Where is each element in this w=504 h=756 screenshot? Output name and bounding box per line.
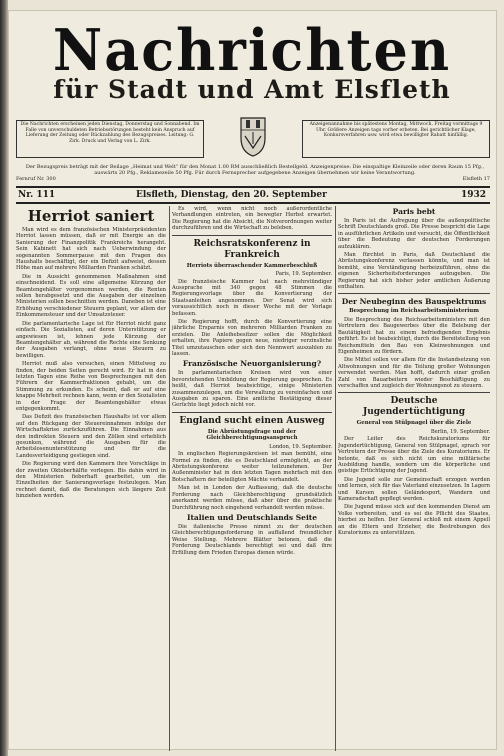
article-headline: Deutsche Jugendertüchtigung: [362, 396, 466, 418]
postal-code: Elsfleth 17: [462, 176, 490, 182]
article-subheadline: Die Abrüstungsfrage und der Gleichberechtigungsanspruch: [206, 428, 298, 442]
article-paragraph: In Paris ist die Aufregung über die außenpolitische Schrift Deutschlands groß. Die Presse bespricht die Lage in ausführlichen Artikeln und versucht, die Öffentlichkeit über die Bedeutung der deutschen Forderungen aufzuklären.: [338, 218, 490, 250]
article-headline: Italien und Deutschlands Seite: [186, 512, 318, 522]
issue-date: Elsfleth, Dienstag, den 20. September: [136, 190, 327, 200]
article-paragraph: Die Mittel sollen vor allem für die Instandsetzung von Altwohnungen und für die Teilung großer Wohnungen verwendet werden. Man hofft, dadurch einer großen Zahl von Bauarbeitern wieder Beschäftigung zu verschaffen und zugleich der Wohnungsnot zu steuern.: [338, 357, 490, 390]
article-headline: Französische Neuorganisierung?: [182, 359, 322, 369]
newspaper-page: [8, 10, 497, 750]
article-paragraph: Die Jugend solle zur Gemeinschaft erzogen werden und lernen, sich für das Vaterland einzusetzen. In Lagern und Kursen sollen Geländesport, Wandern und Kameradschaft gepflegt werden.: [338, 476, 490, 502]
article-paragraph: Die parlamentarische Lage ist für Herriot nicht ganz einfach. Die Sozialisten, auf deren Unterstützung er angewiesen ist, lehnen jede Kürzung der Beamtengehälter ab, während die Rechte eine Senkung der Ausgaben verlangt, ohne neue Steuern zu bewilligen.: [16, 320, 166, 359]
column-3: [338, 206, 490, 751]
article-paragraph: Die Besprechung des Reichsarbeitsministers mit den Vertretern des Baugewerbes über die Belebung der Bautätigkeit hat zu einem befriedigenden Ergebnis geführt. Es ist beabsichtigt, durch die Bereitstellung von Reichsmitteln den Bau von Kleinwohnungen und Eigenheimen zu fördern.: [338, 316, 490, 355]
elsfleth-coat-of-arms-icon: [238, 114, 268, 158]
masthead-subtitle: für Stadt und Amt Elsfleth: [53, 75, 451, 104]
advertising-notice: Anzeigenannahme bis spätestens Montag, Mittwoch, Freitag vormittags 9 Uhr. Größere Anzeigen tags vorher erbeten. Bei gerichtlicher Klage, Konkursverfahren usw. wird etwa bewilligter Rabatt hinfällig.: [302, 120, 490, 158]
article-dateline: London, 19. September.: [269, 443, 332, 450]
article-paragraph: Die italienische Presse nimmt zu der deutschen Gleichberechtigungsforderung in auffallend freundlicher Weise Stellung. Mehrere Blätter betonen, daß die Forderung Deutschlands berechtigt sei und daß ihre Erfüllung dem Frieden Europas dienen würde.: [172, 523, 332, 556]
article-paragraph: Das Defizit des französischen Haushalts ist vor allem auf den Rückgang der Steuereinnahmen infolge der Wirtschaftskrise zurückzuführen. Die Einnahmen aus den indirekten Steuern und den Zöllen sind erheblich gesunken, während die Ausgaben für die Arbeitslosenunterstützung und für die Landesverteidigung gestiegen sind.: [16, 414, 166, 459]
column-2: [172, 206, 332, 751]
divider: [338, 293, 490, 294]
column-1: [16, 206, 166, 751]
notice-row: [16, 120, 490, 160]
meta-row: [16, 176, 490, 184]
phone-number: Fernruf Nr. 300: [16, 176, 56, 182]
issue-year: 1932: [460, 190, 486, 200]
divider: [172, 235, 332, 236]
column-rule: [169, 206, 170, 751]
divider: [338, 392, 490, 393]
article-subheadline: General von Stülpnagel über die Ziele: [356, 420, 472, 427]
article-paragraph: Der Leiter des Reichskuratoriums für Jugendertüchtigung, General von Stülpnagel, sprach vor Vertretern der Presse über die Ziele des Kuratoriums. Er betonte, daß es sich nicht um eine militärische Ausbildung handle, sondern um die körperliche und geistige Ertüchtigung der Jugend.: [338, 436, 490, 475]
article-dateline: Berlin, 19. September.: [430, 428, 490, 435]
publication-notice: Die Nachrichten erscheinen jeden Dienstag, Donnerstag und Sonnabend. Im Falle von unverschuldeten Betriebsstörungen besteht kein Anspruch auf Lieferung der Zeitung oder Rückzahlung des Bezugspreises. Leitung: G. Zirk. Druck und Verlag von L. Zirk.: [16, 120, 204, 158]
article-paragraph: Die Jugend müsse sich auf den kommenden Dienst am Volke vorbereiten, und es sei die Pflicht des Staates, hierbei zu helfen. Der General schloß mit einem Appell an die Eltern und Erzieher, die Bestrebungen des Kuratoriums zu unterstützen.: [338, 504, 490, 537]
article-paragraph: Die Regierung wird den Kammern ihre Vorschläge in der zweiten Oktoberhälfte vorlegen. Bis dahin wird in den Ministerien fieberhaft gearbeitet, um die Einzelheiten der Sanierungsvorlage festzulegen. Man rechnet damit, daß die Beratungen sich längere Zeit hinziehen werden.: [16, 461, 166, 500]
article-headline: Der Neubeginn des Bauspektrums: [341, 297, 487, 307]
article-paragraph: Herriot muß also versuchen, einen Mittelweg zu finden, der beiden Seiten gerecht wird. Er hat in den letzten Tagen eine Reihe von Besprechungen mit den Führern der Kammerfraktionen gehabt, um die Stimmung zu erkunden. Es scheint, daß er auf eine knappe Mehrheit rechnen kann, wenn er den Sozialisten in der Frage der Beamtengehälter etwas entgegenkommt.: [16, 361, 166, 412]
dateline-bar: [16, 186, 490, 204]
article-paragraph: In englischen Regierungskreisen ist man bemüht, eine Formel zu finden, die es Deutschland ermöglicht, an der Abrüstungskonferenz weiter teilzunehmen. Der Außenminister hat in den letzten Tagen mehrfach mit den Botschaftern der beteiligten Mächte verhandelt.: [172, 451, 332, 483]
masthead-title: Nachrichten: [52, 16, 452, 84]
article-paragraph: Die französische Kammer hat nach mehrstündiger Aussprache mit 340 gegen 48 Stimmen die Regierungsvorlage über die Konvertierung der Staatsanleihen angenommen. Der Senat wird sich voraussichtlich noch in dieser Woche mit der Vorlage befassen.: [172, 278, 332, 317]
article-subheadline: Besprechung im Reichsarbeitsministerium: [349, 308, 479, 315]
column-rule: [335, 206, 336, 751]
article-subheadline: Herriots überraschender Kammerbeschluß: [186, 262, 318, 269]
article-dateline: Paris, 19. September.: [275, 271, 332, 278]
article-paragraph: Man fürchtet in Paris, daß Deutschland die Abrüstungskonferenz verlassen könnte, und man ist bemüht, eine Verständigung herbeizuführen, ohne die eigenen Sicherheitsforderungen aufzugeben. Die Regierung hat sich bisher jeder amtlichen Äußerung enthalten.: [338, 252, 490, 291]
masthead: [12, 16, 492, 104]
article-headline: Herriot saniert: [27, 207, 155, 225]
article-headline: England sucht einen Ausweg: [179, 415, 325, 426]
divider: [172, 412, 332, 413]
article-paragraph: Die in Aussicht genommenen Maßnahmen sind einschneidend. Es soll eine allgemeine Kürzung der Beamtengehälter vorgenommen werden, die Renten sollen herabgesetzt und die Ausgaben der einzelnen Ministerien sollen beschnitten werden. Daneben ist eine Erhöhung verschiedener Steuern geplant, vor allem der Einkommensteuer und der Umsatzsteuer.: [16, 273, 166, 319]
subscription-price-line: Der Bezugspreis beträgt mit der Beilage „Heimat und Welt“ für den Monat 1.00 RM ausschließlich Bestellgeld. Anzeigenpreise: Die einspaltige Kleinzeile oder deren Raum 15 Pfg., auswärts 20 Pfg., Reklamezeile 50 Pfg. Für durch Fernsprecher aufgegebene Anzeigen übernehmen wir keine Verantwortung.: [25, 164, 485, 176]
book-spine: [0, 0, 8, 756]
article-headline: Paris bebt: [392, 207, 436, 216]
article-paragraph: Es wird, wenn nicht noch außerordentliche Verhandlungen eintreten, ein bewegter Herbst erwartet. Die Regierung hat die Absicht, die Notverordnungen weiter durchzuführen und die Wirtschaft zu beleben.: [172, 206, 332, 232]
article-paragraph: In parlamentarischen Kreisen wird von einer bevorstehenden Umbildung der Regierung gesprochen. Es heißt, daß Herriot beabsichtige, einige Ministerien zusammenzulegen, um die Verwaltung zu vereinfachen und Ausgaben zu sparen. Eine amtliche Bestätigung dieser Gerüchte liegt jedoch nicht vor.: [172, 370, 332, 409]
article-paragraph: Man wird es dem französischen Ministerpräsidenten Herriot lassen müssen, daß er mit Energie an die Sanierung der Finanzpolitik Frankreichs herangeht. Sein Kabinett hat sich nach Ueberwindung der sogenannten Sommerpause mit den Fragen des Haushalts beschäftigt, der ein Defizit aufweist, dessen Höhe man auf mehrere Milliarden Franken schätzt.: [16, 227, 166, 272]
article-headline: Reichsratskonferenz in Frankreich: [193, 238, 311, 260]
article-paragraph: Die Regierung hofft, durch die Konvertierung eine jährliche Ersparnis von mehreren Milliarden Franken zu erzielen. Die Anleihebesitzer sollen die Möglichkeit erhalten, ihre Papiere gegen neue, niedriger verzinsliche Titel umzutauschen oder sich den Nennwert auszahlen zu lassen.: [172, 318, 332, 357]
issue-number: Nr. 111: [18, 190, 56, 200]
article-paragraph: Man ist in London der Auffassung, daß die deutsche Forderung nach Gleichberechtigung grundsätzlich anerkannt werden müsse, daß aber über die praktische Durchführung noch eingehend verhandelt werden müsse.: [172, 485, 332, 511]
